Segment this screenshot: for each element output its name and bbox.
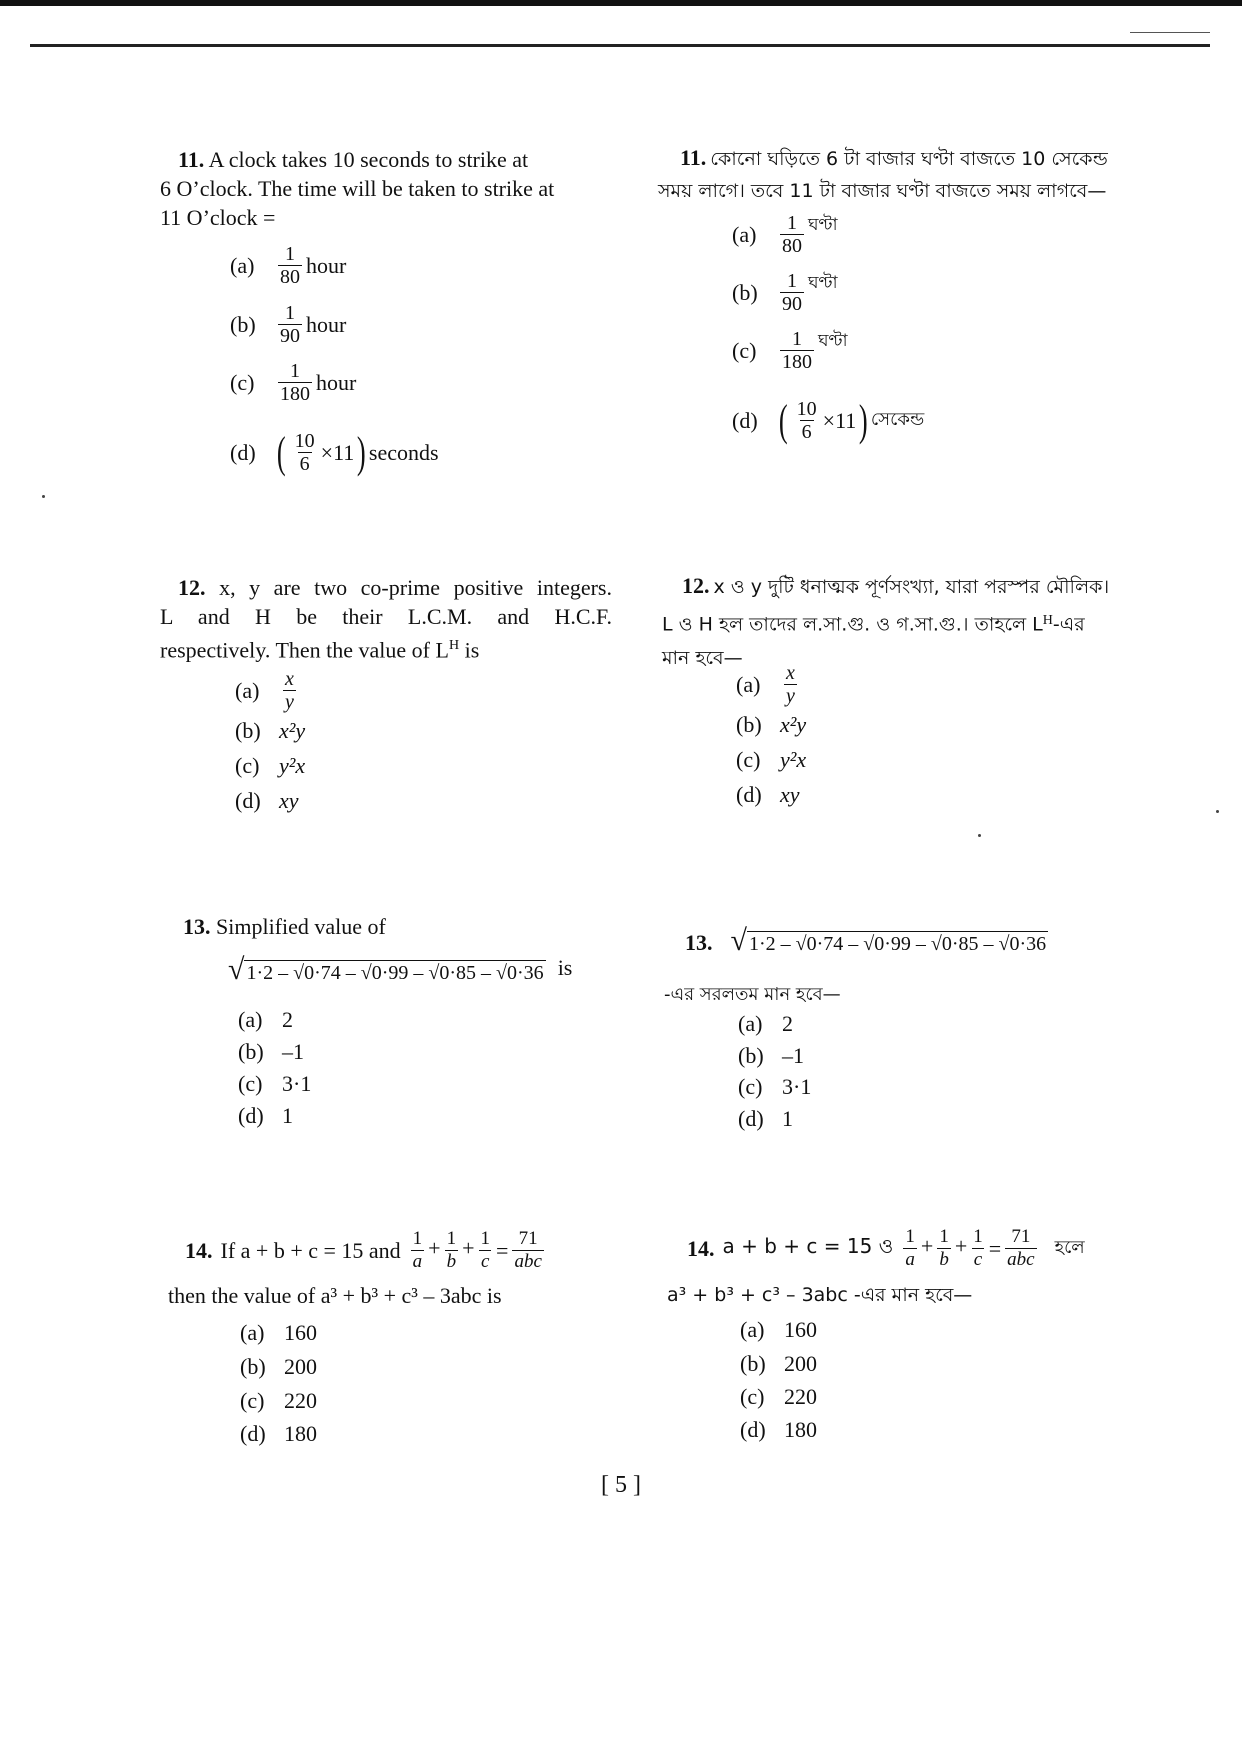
numerator: 1 (285, 243, 295, 265)
question-number: 12. (178, 575, 206, 600)
scan-speck (42, 495, 45, 498)
fraction (937, 1226, 951, 1271)
numerator: 1 (446, 1228, 457, 1249)
fraction (411, 1228, 425, 1273)
option-label: (a) (732, 221, 757, 247)
option-unit: seconds (368, 439, 439, 465)
denominator: c (481, 1251, 490, 1272)
equals-sign: = (988, 1235, 1002, 1261)
option-value: 160 (284, 1320, 317, 1345)
option-label: (c) (736, 747, 761, 772)
option-label: (b) (235, 718, 261, 743)
fraction (278, 243, 302, 288)
option-label: (d) (235, 788, 261, 813)
fraction (278, 302, 302, 347)
option-unit: ঘণ্টা (808, 215, 838, 235)
multiplier: ×11 (320, 439, 355, 465)
option-d (732, 395, 925, 445)
question-12-bengali (662, 570, 1122, 674)
question-line: L ও H হল তাদের ল.সা.গু. ও গ.সা.গু.। তাহলে L (662, 613, 1043, 636)
scan-edge (0, 0, 1242, 6)
numerator: 1 (285, 302, 295, 324)
superscript: H (1042, 613, 1053, 628)
option-value: 2 (282, 1007, 293, 1032)
option-value: 3·1 (782, 1074, 812, 1099)
option-label: (a) (235, 677, 260, 703)
option-b (738, 1043, 804, 1069)
numerator: 1 (973, 1226, 983, 1247)
fraction (780, 270, 804, 315)
question-number: 12. (682, 573, 710, 598)
radical (228, 955, 546, 985)
option-label: (d) (736, 782, 762, 807)
fraction (293, 430, 317, 475)
fraction (1005, 1226, 1036, 1271)
fraction (479, 1228, 493, 1273)
option-label: (c) (235, 753, 260, 778)
numerator: 71 (1011, 1226, 1031, 1247)
option-label: (d) (230, 439, 256, 465)
page-number: [ 5 ] (601, 1472, 641, 1498)
fraction (784, 662, 797, 707)
fraction (903, 1226, 917, 1271)
superscript: H (448, 638, 460, 653)
option-d (235, 788, 299, 814)
option-value: 180 (284, 1421, 317, 1446)
option-b (732, 270, 838, 315)
option-unit: hour (306, 252, 347, 278)
question-line: respectively. Then the value of L (160, 637, 449, 663)
option-label: (c) (240, 1388, 265, 1413)
denominator: b (939, 1249, 949, 1270)
option-a (230, 243, 346, 288)
option-value: x²y (279, 718, 306, 743)
numerator: 1 (290, 360, 300, 382)
radicand: 1·2 – √0·74 – √0·99 – √0·85 – √0·36 (246, 962, 544, 984)
denominator: 80 (280, 266, 300, 288)
option-label: (c) (740, 1384, 765, 1409)
option-a (238, 1007, 293, 1033)
option-c (740, 1384, 817, 1410)
question-line: -এর সরলতম মান হবে— (664, 984, 841, 1005)
denominator: y (786, 685, 795, 707)
denominator: 90 (280, 325, 300, 347)
radical-sign: √ (730, 924, 747, 957)
option-label: (d) (240, 1421, 266, 1446)
option-c (732, 328, 848, 373)
option-b (736, 712, 806, 738)
option-a (738, 1011, 793, 1037)
option-label: (c) (230, 369, 255, 395)
right-paren: ) (357, 427, 366, 477)
question-line: 6 O’clock. The time will be taken to strike at (160, 176, 555, 201)
option-value: 160 (784, 1317, 817, 1342)
option-value: y²x (780, 747, 807, 772)
option-value: 200 (284, 1354, 317, 1379)
radical (731, 926, 1049, 956)
option-c (736, 747, 806, 773)
question-13-bengali (685, 926, 1048, 956)
option-unit: hour (316, 369, 357, 395)
option-a (732, 212, 838, 257)
option-label: (b) (238, 1039, 264, 1064)
option-label: (d) (740, 1417, 766, 1442)
numerator: x (285, 668, 294, 690)
denominator: 6 (801, 421, 812, 443)
option-b (740, 1351, 817, 1377)
question-line: a³ + b³ + c³ – 3abc -এর মান হবে— (667, 1284, 973, 1306)
numerator: x (786, 662, 795, 684)
option-label: (b) (230, 311, 256, 337)
option-value: 220 (784, 1384, 817, 1409)
option-c (235, 753, 305, 779)
fraction (512, 1228, 543, 1273)
option-label: (a) (736, 671, 761, 697)
option-c (240, 1388, 317, 1414)
option-label: (d) (738, 1106, 764, 1131)
option-c (238, 1071, 311, 1097)
option-value: 3·1 (282, 1071, 312, 1096)
denominator: a (412, 1251, 423, 1272)
header-rule (30, 44, 1210, 47)
left-paren: ( (276, 427, 286, 477)
equals-sign: = (496, 1237, 509, 1263)
option-value: 1 (782, 1106, 793, 1131)
question-line: সময় লাগে। তবে 11 টা বাজার ঘণ্টা বাজতে সময় লাগবে— (658, 180, 1107, 202)
option-a (736, 662, 801, 707)
radicand: 1·2 – √0·74 – √0·99 – √0·85 – √0·36 (748, 933, 1047, 955)
question-suffix: is (557, 955, 573, 980)
question-text (160, 145, 610, 232)
option-d (240, 1421, 317, 1447)
question-line: 11 O’clock = (160, 205, 276, 230)
question-line: x, y are two co-prime positive integers. (219, 575, 612, 600)
numerator: 1 (480, 1228, 491, 1249)
numerator: 10 (796, 398, 817, 420)
option-value: 2 (782, 1011, 793, 1036)
denominator: c (973, 1249, 983, 1270)
fraction (971, 1226, 985, 1271)
option-value: 1 (282, 1103, 293, 1128)
denominator: 90 (782, 293, 802, 315)
denominator: 80 (782, 235, 802, 257)
option-label: (c) (732, 337, 757, 363)
option-label: (b) (736, 712, 762, 737)
option-d (740, 1417, 817, 1443)
fraction-sum: $\frac{1}{a}$ + $\frac{1}{b}$ + $\frac{1}{c}$ (412, 1228, 491, 1272)
option-d (738, 1106, 793, 1132)
option-value: 180 (784, 1417, 817, 1442)
question-11-english (160, 145, 610, 232)
option-unit: ঘণ্টা (818, 331, 848, 351)
denominator: 6 (299, 453, 310, 475)
option-unit: সেকেন্ড (870, 409, 925, 430)
option-b (235, 718, 305, 744)
option-unit: ঘণ্টা (808, 273, 838, 293)
option-value: 220 (284, 1388, 317, 1413)
question-line: If a + b + c = 15 and (220, 1237, 401, 1263)
denominator: a (905, 1249, 915, 1270)
question-line-end: is (459, 637, 480, 663)
option-d (736, 782, 800, 808)
option-c (738, 1074, 811, 1100)
question-line: মান হবে— (662, 647, 743, 670)
option-value: –1 (282, 1039, 304, 1064)
fraction (780, 212, 804, 257)
option-label: (b) (738, 1043, 764, 1068)
denominator: abc (1007, 1249, 1035, 1270)
option-a (235, 668, 300, 713)
option-label: (a) (240, 1320, 265, 1345)
question-line-end: হলে (1054, 1237, 1085, 1258)
option-label: (b) (732, 279, 758, 305)
question-14-bengali (687, 1226, 1085, 1271)
question-line: x ও y দুটি ধনাত্মক পূর্ণসংখ্যা, যারা পরস্পর মৌলিক। (713, 576, 1110, 598)
option-b (240, 1354, 317, 1380)
option-label: (c) (738, 1074, 763, 1099)
question-line: কোনো ঘড়িতে 6 টা বাজার ঘণ্টা বাজতে 10 সেকেন্ড (710, 148, 1108, 170)
question-number: 14. (687, 1235, 715, 1261)
option-value: xy (780, 782, 800, 807)
question-13-english (183, 914, 386, 940)
fraction (445, 1228, 459, 1273)
option-label: (c) (238, 1071, 263, 1096)
question-line: then the value of a³ + b³ + c³ – 3abc is (168, 1283, 502, 1308)
denominator: b (446, 1251, 457, 1272)
option-label: (a) (740, 1317, 765, 1342)
fraction (283, 668, 296, 713)
option-label: (a) (230, 252, 255, 278)
fraction (795, 398, 819, 443)
question-number: 13. (183, 914, 211, 939)
header-rule-thin (1130, 32, 1210, 33)
question-14-english (185, 1228, 548, 1273)
question-12-english (160, 573, 612, 664)
question-11-bengali (658, 143, 1118, 206)
numerator: 1 (939, 1226, 949, 1247)
option-value: 200 (784, 1351, 817, 1376)
option-b (230, 302, 346, 347)
question-line: a + b + c = 15 ও (722, 1234, 894, 1258)
scan-speck (1216, 810, 1219, 813)
numerator: 71 (518, 1228, 538, 1249)
option-d (238, 1103, 293, 1129)
denominator: 180 (782, 351, 812, 373)
fraction-sum: $\frac{1}{a}$ + $\frac{1}{b}$ + $\frac{1}{c}$ (905, 1226, 983, 1270)
option-value: x²y (780, 712, 807, 737)
denominator: y (285, 691, 294, 713)
left-paren: ( (778, 395, 788, 445)
question-number: 11. (680, 145, 707, 170)
option-value: y²x (279, 753, 306, 778)
option-value: –1 (782, 1043, 804, 1068)
scan-speck (978, 834, 981, 837)
option-unit: hour (306, 311, 347, 337)
question-line: A clock takes 10 seconds to strike at (208, 147, 529, 172)
option-d (230, 427, 439, 477)
numerator: 1 (905, 1226, 915, 1247)
question-line: Simplified value of (216, 914, 386, 939)
denominator: 180 (280, 383, 310, 405)
option-a (240, 1320, 317, 1346)
option-label: (d) (732, 407, 758, 433)
question-number: 11. (178, 147, 205, 172)
radical-sign: √ (228, 953, 245, 986)
numerator: 1 (792, 328, 802, 350)
numerator: 10 (294, 430, 315, 452)
option-label: (a) (738, 1011, 763, 1036)
option-label: (d) (238, 1103, 264, 1128)
option-a (740, 1317, 817, 1343)
numerator: 1 (787, 270, 797, 292)
denominator: abc (514, 1251, 542, 1272)
option-c (230, 360, 356, 405)
right-paren: ) (859, 395, 868, 445)
option-label: (b) (740, 1351, 766, 1376)
multiplier: ×11 (822, 407, 857, 433)
numerator: 1 (787, 212, 797, 234)
option-label: (b) (240, 1354, 266, 1379)
option-b (238, 1039, 304, 1065)
question-line-end: -এর (1052, 613, 1085, 636)
question-line: L and H be their L.C.M. and H.C.F. (160, 604, 612, 629)
option-value: xy (279, 788, 299, 813)
question-number: 13. (685, 930, 713, 955)
numerator: 1 (412, 1228, 423, 1249)
option-label: (a) (238, 1007, 263, 1032)
radical-expression (228, 955, 572, 985)
question-number: 14. (185, 1237, 213, 1263)
fraction (780, 328, 814, 373)
fraction (278, 360, 312, 405)
